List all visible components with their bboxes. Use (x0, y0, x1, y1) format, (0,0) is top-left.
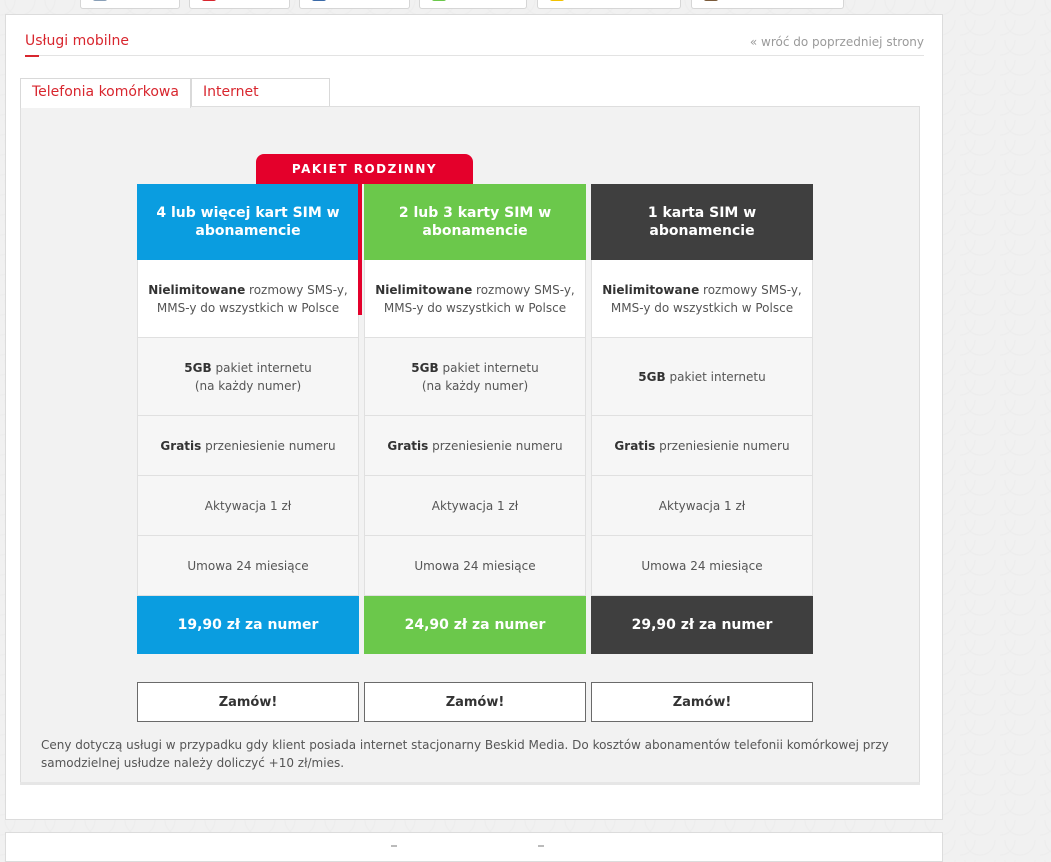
nav-tab-stub[interactable] (189, 0, 290, 9)
feature-bold: 5GB (411, 360, 439, 375)
plan-feature-data (364, 338, 586, 416)
plan-header: 1 karta SIM w abonamencie (591, 184, 813, 260)
feature-text: pakiet internetu (438, 360, 539, 375)
family-package-badge: PAKIET RODZINNY (256, 154, 473, 184)
plan-feature-porting (364, 416, 586, 476)
feature-note: (na każdy numer) (421, 378, 529, 393)
feature-text: przeniesienie numeru (201, 438, 336, 453)
order-button[interactable]: Zamów! (137, 682, 359, 722)
plan-feature-activation: Aktywacja 1 zł (364, 476, 586, 536)
plan-feature-data (137, 338, 359, 416)
feature-bold: Gratis (160, 438, 202, 453)
plan-feature-sms (364, 260, 586, 338)
plan-feature-activation: Aktywacja 1 zł (137, 476, 359, 536)
plan-header: 2 lub 3 karty SIM w abonamencie (364, 184, 586, 260)
plan-price: 24,90 zł za numer (364, 596, 586, 654)
plan-column (364, 184, 586, 654)
feature-text: przeniesienie numeru (428, 438, 563, 453)
feature-bold: Gratis (614, 438, 656, 453)
nav-tab-stub[interactable] (419, 0, 527, 9)
plan-header: 4 lub więcej kart SIM w abonamencie (137, 184, 359, 260)
plan-price: 29,90 zł za numer (591, 596, 813, 654)
feature-bold: Nielimitowane (602, 282, 700, 297)
nav-icon (432, 0, 446, 1)
pricing-note: Ceny dotyczą usługi w przypadku gdy klient posiada internet stacjonarny Beskid Media. Do kosztów abonamentów telefonii komórkowej przy samodzielnej usłudze należy doliczyć +10 zł/mies. (41, 738, 889, 770)
order-button[interactable]: Zamów! (364, 682, 586, 722)
nav-icon (93, 0, 107, 1)
nav-tab-stub[interactable] (537, 0, 681, 9)
feature-text: rozmowy SMS-y, MMS-y do wszystkich w Polsce (610, 282, 802, 315)
feature-bold: Nielimitowane (148, 282, 246, 297)
tab-internet[interactable]: Internet (191, 78, 330, 106)
nav-tab-stub[interactable] (691, 0, 844, 9)
nav-icon (704, 0, 718, 1)
plan-feature-contract: Umowa 24 miesiące (364, 536, 586, 596)
top-nav-strip (0, 0, 945, 10)
plan-feature-porting (137, 416, 359, 476)
plan-column (137, 184, 359, 654)
plan-feature-activation: Aktywacja 1 zł (591, 476, 813, 536)
tab-telefonia[interactable]: Telefonia komórkowa (20, 78, 191, 108)
feature-text: rozmowy SMS-y, MMS-y do wszystkich w Polsce (156, 282, 348, 315)
back-link[interactable]: « wróć do poprzedniej strony (749, 35, 924, 49)
plan-feature-porting (591, 416, 813, 476)
nav-icon (312, 0, 326, 1)
feature-bold: Nielimitowane (375, 282, 473, 297)
feature-text: przeniesienie numeru (655, 438, 790, 453)
plan-feature-sms (137, 260, 359, 338)
plan-feature-sms (591, 260, 813, 338)
nav-icon (550, 0, 564, 1)
plan-column (591, 184, 813, 654)
plan-price: 19,90 zł za numer (137, 596, 359, 654)
footer-mark (538, 845, 544, 847)
feature-note: (na każdy numer) (194, 378, 302, 393)
feature-bold: 5GB (638, 369, 666, 384)
feature-text: pakiet internetu (211, 360, 312, 375)
feature-text: rozmowy SMS-y, MMS-y do wszystkich w Polsce (383, 282, 575, 315)
footer-mark (391, 845, 397, 847)
badge-divider (358, 184, 362, 315)
plan-feature-contract: Umowa 24 miesiące (591, 536, 813, 596)
plan-feature-data (591, 338, 813, 416)
feature-text: pakiet internetu (665, 369, 766, 384)
nav-tab-stub[interactable] (80, 0, 180, 9)
plan-feature-contract: Umowa 24 miesiące (137, 536, 359, 596)
order-button[interactable]: Zamów! (591, 682, 813, 722)
nav-tab-stub[interactable] (299, 0, 410, 9)
footer-panel (5, 832, 943, 862)
feature-bold: 5GB (184, 360, 212, 375)
page-title: Usługi mobilne (25, 33, 129, 49)
feature-bold: Gratis (387, 438, 429, 453)
title-underline (25, 55, 39, 57)
nav-icon (202, 0, 216, 1)
panel-header (25, 33, 924, 56)
tab-content-shadow (20, 782, 920, 785)
